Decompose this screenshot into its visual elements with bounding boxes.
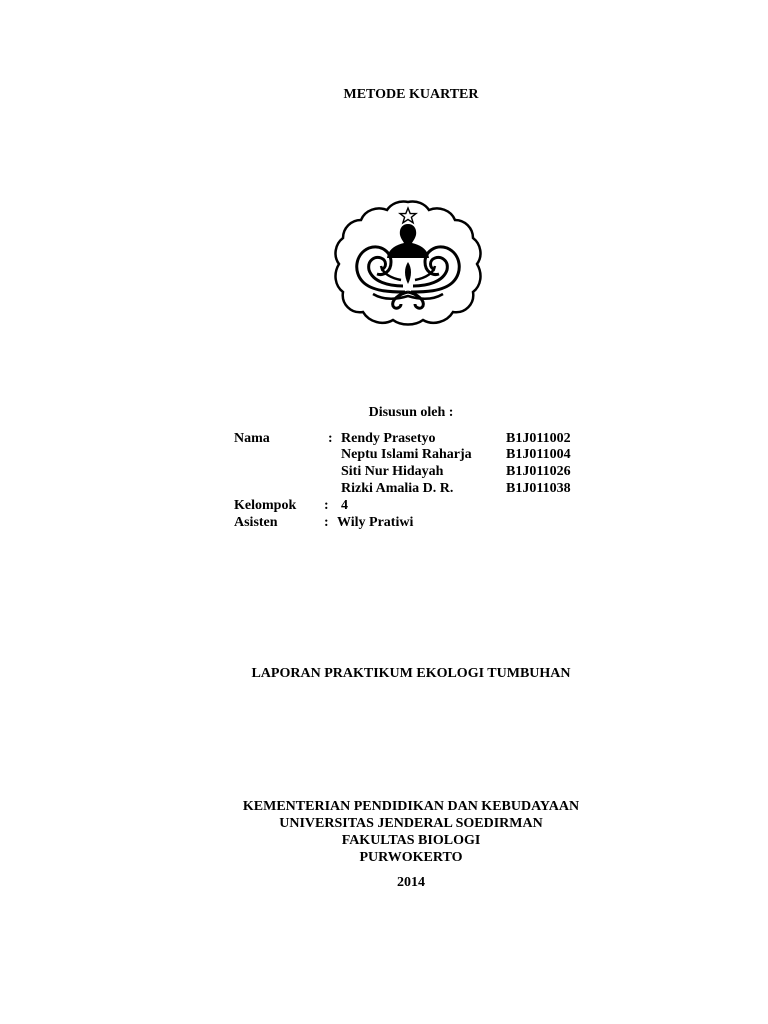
member-name: Siti Nur Hidayah: [341, 464, 444, 479]
kelompok-label: Kelompok: [234, 498, 297, 513]
member-nim: B1J011038: [506, 481, 571, 496]
ministry-name: KEMENTERIAN PENDIDIKAN DAN KEBUDAYAAN: [242, 799, 580, 814]
year: 2014: [397, 875, 425, 890]
asisten-colon: :: [324, 515, 329, 530]
member-nim: B1J011004: [506, 447, 571, 462]
asisten-value: Wily Pratiwi: [337, 515, 414, 530]
member-nim: B1J011026: [506, 464, 571, 479]
kelompok-value: 4: [341, 498, 348, 513]
university-emblem-logo: [333, 196, 483, 328]
page-title: METODE KUARTER: [343, 87, 479, 102]
compiled-by-label: Disusun oleh :: [368, 405, 454, 420]
member-nim: B1J011002: [506, 431, 571, 446]
kelompok-colon: :: [324, 498, 329, 513]
report-title: LAPORAN PRAKTIKUM EKOLOGI TUMBUHAN: [251, 666, 571, 681]
nama-colon: :: [328, 431, 333, 446]
faculty-name: FAKULTAS BIOLOGI: [341, 833, 481, 848]
member-name: Rizki Amalia D. R.: [341, 481, 454, 496]
member-name: Rendy Prasetyo: [341, 431, 436, 446]
member-name: Neptu Islami Raharja: [341, 447, 472, 462]
asisten-label: Asisten: [234, 515, 278, 530]
city-name: PURWOKERTO: [359, 850, 463, 865]
university-name: UNIVERSITAS JENDERAL SOEDIRMAN: [279, 816, 543, 831]
nama-label: Nama: [234, 431, 270, 446]
